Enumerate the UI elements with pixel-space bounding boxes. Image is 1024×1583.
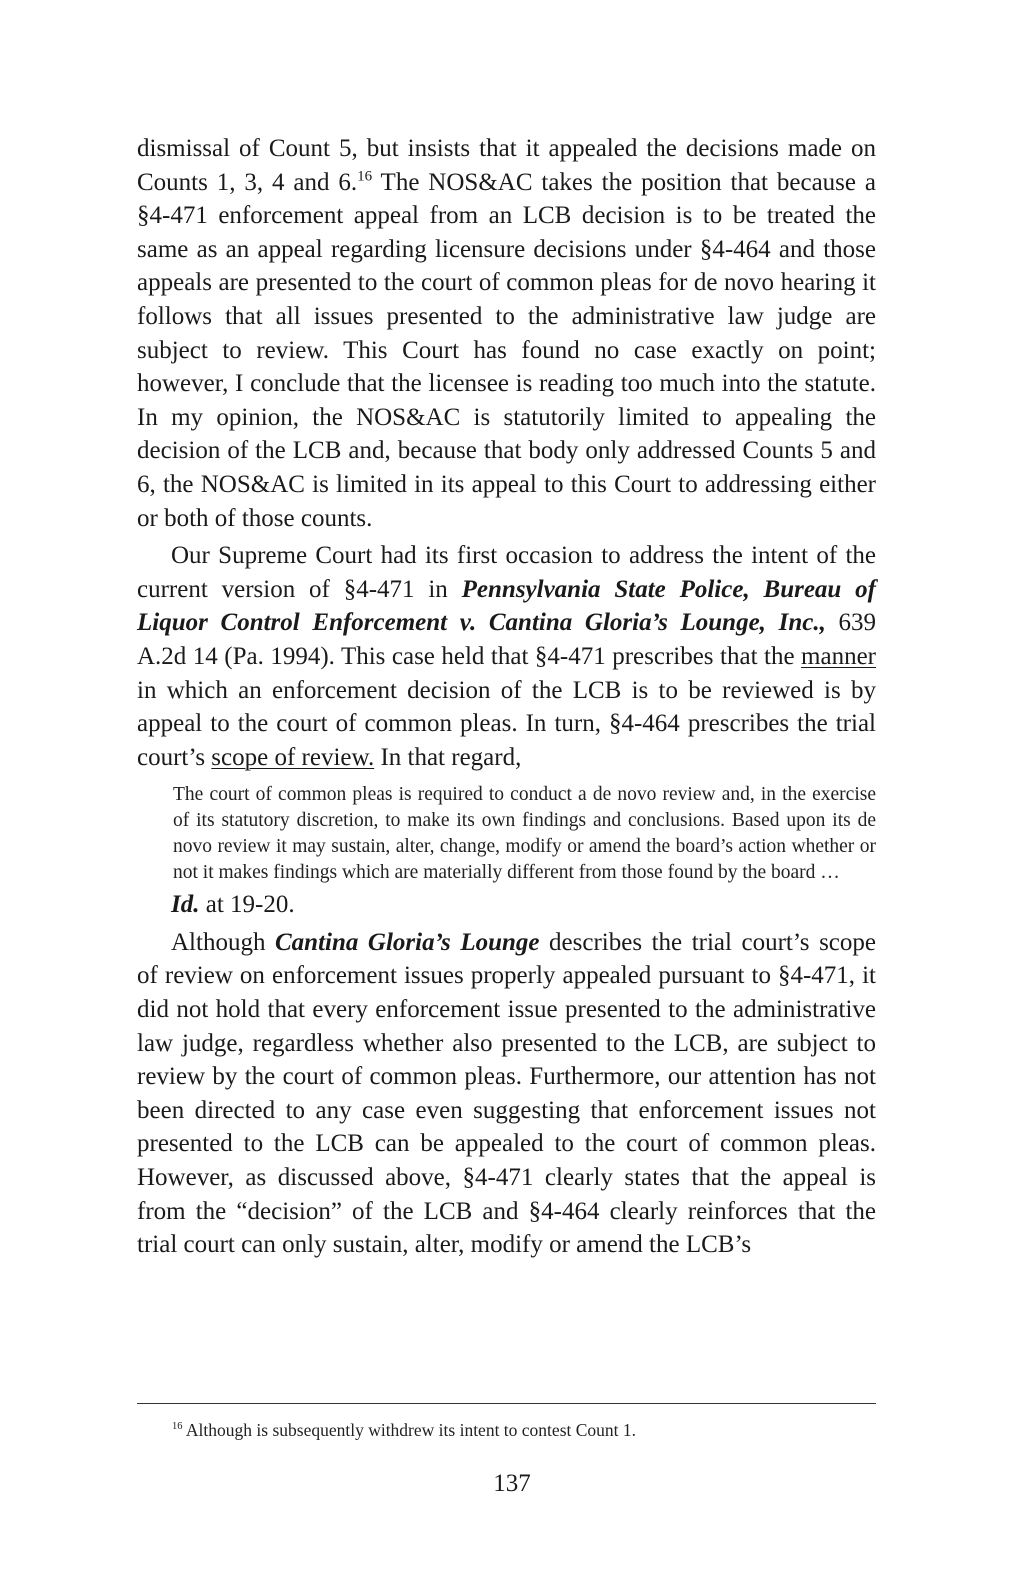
paragraph-2-text-b: 639 A.2d 14 (Pa. 1994). This case held that §4-471 prescribes that the — [137, 609, 877, 670]
paragraph-2-text-d: In that regard, — [374, 743, 522, 771]
paragraph-2-text-a: Our Supreme Court had its first occasion to address the intent of the current version of §4-471 in — [137, 542, 876, 603]
footnote-text: Although is subsequently withdrew its intent to contest Count 1. — [182, 1420, 637, 1440]
paragraph-3-text-b: describes the trial court’s scope of review on enforcement issues properly appealed pursuant to §4-471, it did not hold that every enforcement issue presented to the administrative law judge, regardless whether also presented to the LCB, are subject to review by the court of common pleas. Furthermore, our attention has not been directed to any case even suggesting that enforcement issues not presented to the LCB can be appealed to the court of common pleas. However, as discussed above, §4-471 clearly states that the appeal is from the “decision” of the LCB and §4-464 clearly reinforces that the trial court can only sustain, alter, modify or amend the LCB’s — [137, 928, 876, 1259]
footnote-divider — [137, 1403, 876, 1404]
paragraph-2 — [137, 539, 876, 774]
body-column — [137, 132, 876, 1262]
citation-pages: at 19-20. — [199, 891, 295, 919]
case-name-cantina: Pennsylvania State Police, Bureau of Liquor Control Enforcement v. Cantina Gloria’s Lounge, Inc., — [137, 575, 876, 637]
block-quote: The court of common pleas is required to conduct a de novo review and, in the exercise of its statutory discretion, to make its own findings and conclusions. Based upon its de novo review it may sustain, alter, change, modify or amend the board’s action whether or not it makes findings which are materially different from those found by the board … — [173, 784, 876, 884]
citation-id: Id. — [171, 891, 200, 919]
underlined-scope-of-review: scope of review. — [211, 743, 375, 771]
underlined-manner: manner — [801, 642, 876, 670]
paragraph-2-text-c: in which an enforcement decision of the LCB is to be reviewed is by appeal to the court of common pleas. In turn, §4-464 prescribes the trial court’s — [137, 676, 876, 771]
paragraph-3-text-a: Although — [171, 928, 275, 956]
case-name-short: Cantina Gloria’s Lounge — [275, 928, 540, 956]
paragraph-1-text-a: dismissal of Count 5, but insists that it appealed the decisions made on Counts 1, 3, 4 and 6. — [137, 135, 876, 196]
paragraph-1-text-b: The NOS&AC takes the position that because a §4-471 enforcement appeal from an LCB decision is to be treated the same as an appeal regarding licensure decisions under §4-464 and those appeals are presented to the court of common pleas for de novo hearing it follows that all issues presented to the administrative law judge are subject to review. This Court has found no case exactly on point; however, I conclude that the licensee is reading too much into the statute. In my opinion, the NOS&AC is statutorily limited to appealing the decision of the LCB and, because that body only addressed Counts 5 and 6, the NOS&AC is limited in its appeal to this Court to addressing either or both of those counts. — [137, 168, 876, 532]
footnote-reference-16[interactable]: 16 — [357, 167, 373, 184]
citation — [171, 888, 876, 922]
paragraph-3 — [137, 926, 876, 1262]
footnote-16 — [172, 1418, 872, 1442]
paragraph-1 — [137, 132, 876, 535]
footnote-number: 16 — [172, 1421, 183, 1433]
page-number: 137 — [493, 1470, 531, 1497]
